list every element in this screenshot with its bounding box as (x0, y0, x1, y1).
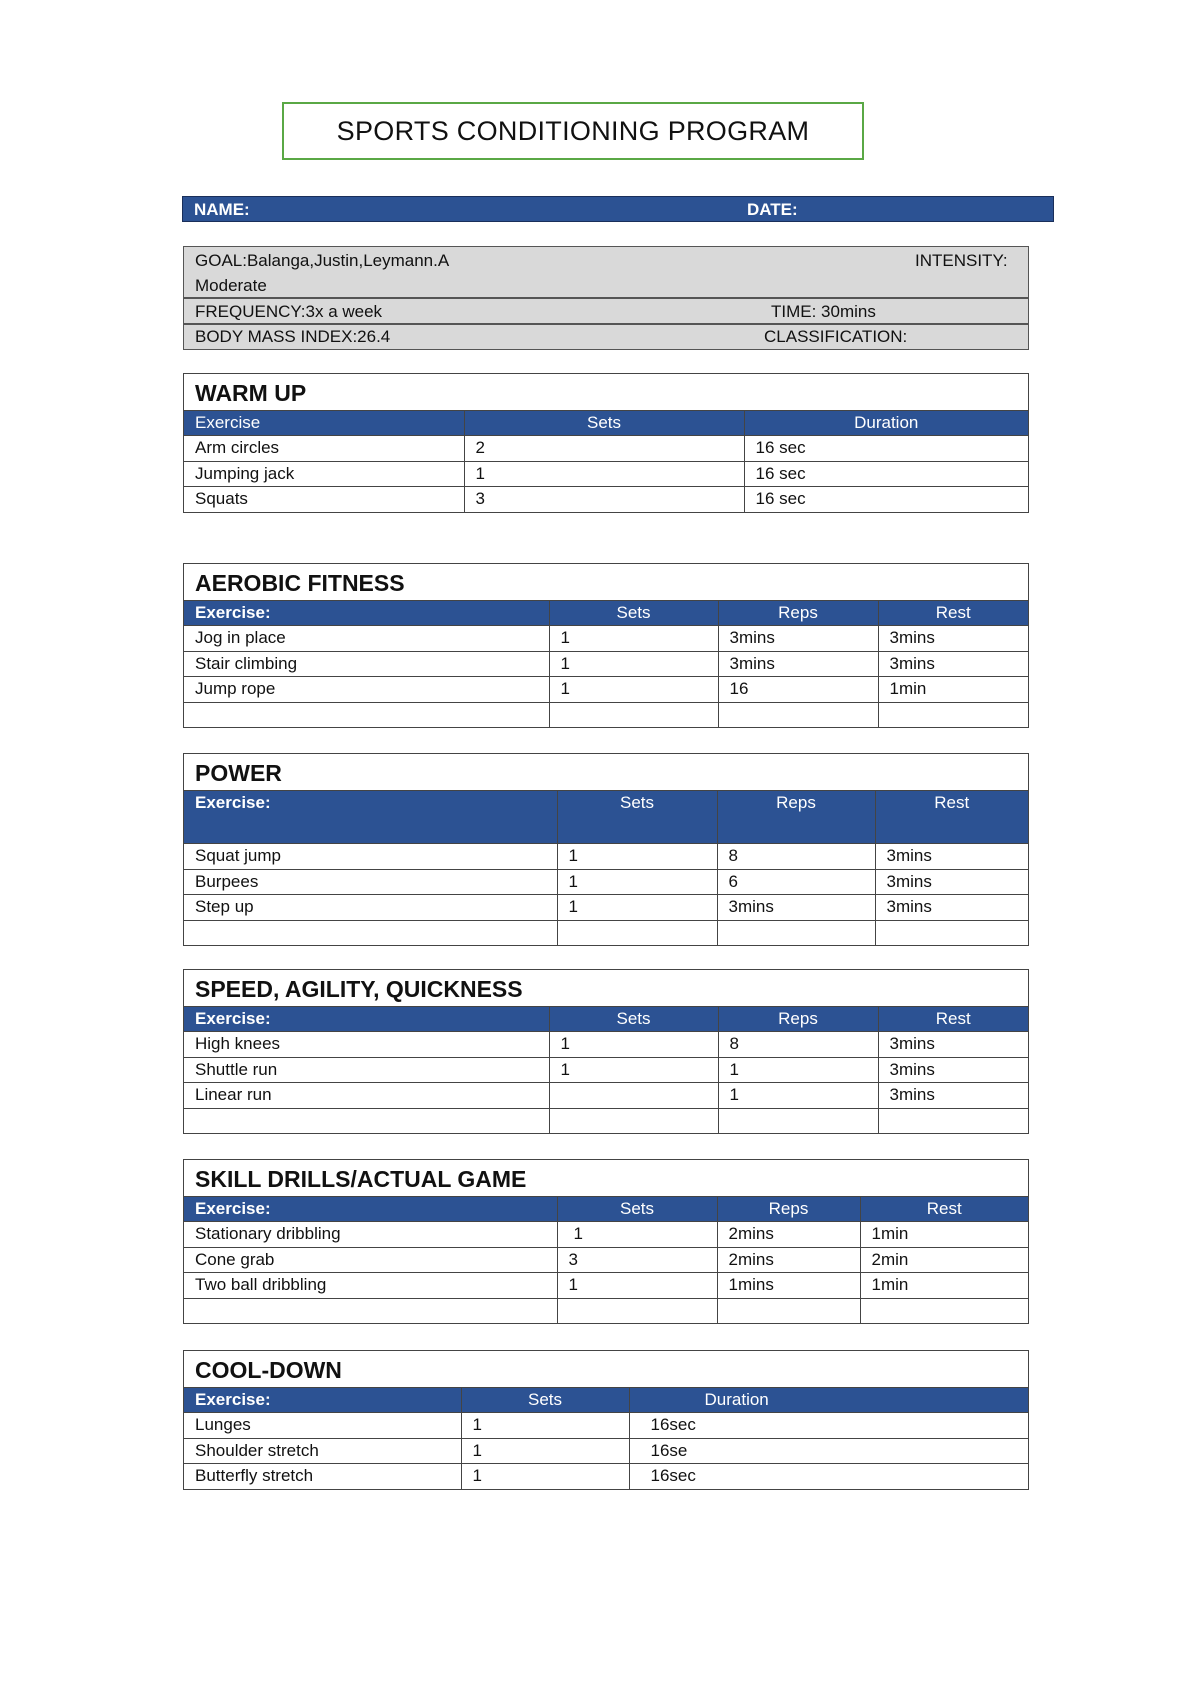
table-cell (860, 1298, 1028, 1323)
table-cell: Jumping jack (184, 461, 464, 487)
table-cell: Linear run (184, 1083, 549, 1109)
table-row (184, 702, 1028, 727)
table-cell: 1 (461, 1413, 629, 1439)
table-cell: 16sec (650, 1466, 696, 1486)
table-cell: Squats (184, 487, 464, 512)
cool-down-section (183, 1350, 1029, 1490)
table-row (184, 1032, 1028, 1058)
table-cell (557, 920, 717, 945)
column-header: Exercise: (184, 601, 549, 626)
intensity-label: INTENSITY: (915, 251, 1008, 270)
column-header: Exercise (184, 411, 464, 436)
table-cell: Burpees (184, 869, 557, 895)
table-cell: 1mins (717, 1273, 860, 1299)
table-row (184, 487, 1028, 512)
table-row (184, 1464, 1028, 1489)
column-header: Duration (744, 411, 1028, 436)
table-cell: Squat jump (184, 844, 557, 870)
table-row (184, 1273, 1028, 1299)
speed-agility-quickness-section (183, 969, 1029, 1134)
table-row (184, 677, 1028, 703)
aerobic-fitness-table (184, 601, 1028, 727)
table-cell (549, 702, 718, 727)
table-cell: Butterfly stretch (184, 1464, 461, 1489)
column-header: Rest (878, 1007, 1028, 1032)
table-cell: 3mins (878, 1032, 1028, 1058)
divider (184, 297, 1028, 299)
table-cell: Two ball dribbling (184, 1273, 557, 1299)
table-cell: 1 (557, 844, 717, 870)
table-row (184, 461, 1028, 487)
table-cell: 1 (464, 461, 744, 487)
table-cell: 16se (629, 1438, 1028, 1464)
table-cell: 3mins (878, 1057, 1028, 1083)
table-cell (718, 1108, 878, 1133)
section-title: AEROBIC FITNESS (184, 564, 1028, 601)
table-cell (878, 1108, 1028, 1133)
table-row (184, 869, 1028, 895)
table-cell: 3mins (717, 895, 875, 921)
table-cell: 1 (557, 869, 717, 895)
frequency-text: FREQUENCY:3x a week (195, 302, 383, 321)
skill-drills-table (184, 1197, 1028, 1323)
table-cell: 16 sec (744, 461, 1028, 487)
table-cell: Jog in place (184, 626, 549, 652)
column-header: Reps (717, 791, 875, 844)
table-row (184, 920, 1028, 945)
date-label: DATE: (747, 200, 798, 219)
table-cell: 1min (860, 1273, 1028, 1299)
table-cell (717, 920, 875, 945)
table-cell (718, 702, 878, 727)
table-cell: 1 (461, 1464, 629, 1489)
section-title: WARM UP (184, 374, 1028, 411)
table-cell: 1 (549, 626, 718, 652)
table-row (184, 1298, 1028, 1323)
table-cell: 1 (461, 1438, 629, 1464)
table-cell: 3mins (718, 651, 878, 677)
table-cell: 1 (718, 1057, 878, 1083)
table-row (184, 1057, 1028, 1083)
classification-label: CLASSIFICATION: (764, 327, 908, 346)
program-info-box (183, 246, 1029, 350)
section-title: SKILL DRILLS/ACTUAL GAME (184, 1160, 1028, 1197)
table-cell: 3 (557, 1247, 717, 1273)
table-cell: 3mins (878, 651, 1028, 677)
column-header: Sets (557, 1197, 717, 1222)
column-header: Rest (875, 791, 1028, 844)
warm-up-section (183, 373, 1029, 513)
table-cell: 3mins (875, 895, 1028, 921)
table-cell (184, 1298, 557, 1323)
table-cell: Jump rope (184, 677, 549, 703)
table-row (184, 436, 1028, 462)
table-cell (184, 1108, 549, 1133)
table-cell: Shoulder stretch (184, 1438, 461, 1464)
table-cell (549, 1083, 718, 1109)
table-cell: High knees (184, 1032, 549, 1058)
intensity-value: Moderate (195, 276, 267, 295)
section-title: POWER (184, 754, 1028, 791)
divider (184, 323, 1028, 325)
section-title: SPEED, AGILITY, QUICKNESS (184, 970, 1028, 1007)
column-header: Rest (860, 1197, 1028, 1222)
table-row (184, 1222, 1028, 1248)
column-header: Reps (717, 1197, 860, 1222)
table-row (184, 844, 1028, 870)
warm-up-table (184, 411, 1028, 512)
table-cell: 2mins (717, 1222, 860, 1248)
table-cell: 2min (860, 1247, 1028, 1273)
column-header: Sets (549, 601, 718, 626)
table-cell: 1min (878, 677, 1028, 703)
bmi-text: BODY MASS INDEX:26.4 (195, 327, 391, 346)
table-cell (717, 1298, 860, 1323)
table-cell (184, 920, 557, 945)
table-cell: 16sec (629, 1413, 1028, 1439)
aerobic-fitness-section (183, 563, 1029, 728)
table-row (184, 1413, 1028, 1439)
time-text: TIME: 30mins (771, 302, 876, 321)
skill-drills-section (183, 1159, 1029, 1324)
section-title: COOL-DOWN (184, 1351, 1028, 1388)
table-cell: 2mins (717, 1247, 860, 1273)
table-cell (549, 1108, 718, 1133)
page-title: SPORTS CONDITIONING PROGRAM (282, 102, 864, 160)
table-cell: 1 (557, 895, 717, 921)
cool-down-table (184, 1388, 1028, 1489)
table-cell: 3mins (878, 626, 1028, 652)
table-cell: Stationary dribbling (184, 1222, 557, 1248)
table-cell: 8 (717, 844, 875, 870)
name-label: NAME: (194, 200, 250, 219)
table-row (184, 1108, 1028, 1133)
table-cell: Cone grab (184, 1247, 557, 1273)
table-cell (557, 1298, 717, 1323)
table-cell: 3mins (718, 626, 878, 652)
table-cell: Lunges (184, 1413, 461, 1439)
power-table (184, 791, 1028, 945)
column-header: Exercise: (184, 1197, 557, 1222)
table-cell: Arm circles (184, 436, 464, 462)
table-cell: 1 (557, 1222, 717, 1248)
table-row (184, 626, 1028, 652)
table-row (184, 895, 1028, 921)
table-row (184, 1438, 1028, 1464)
table-cell: 1 (549, 1057, 718, 1083)
table-row (184, 1083, 1028, 1109)
table-cell: 16 sec (744, 436, 1028, 462)
table-cell: 3mins (875, 869, 1028, 895)
table-cell: Stair climbing (184, 651, 549, 677)
table-row (184, 1247, 1028, 1273)
table-cell: 1min (860, 1222, 1028, 1248)
table-cell (184, 702, 549, 727)
table-cell: 16 (718, 677, 878, 703)
column-header: Duration (629, 1388, 1028, 1413)
column-header: Sets (549, 1007, 718, 1032)
table-cell: 1 (549, 677, 718, 703)
column-header: Sets (464, 411, 744, 436)
column-header: Reps (718, 601, 878, 626)
table-cell (875, 920, 1028, 945)
table-cell: 1 (718, 1083, 878, 1109)
column-header: Rest (878, 601, 1028, 626)
table-cell: 3mins (875, 844, 1028, 870)
column-header: Exercise: (184, 1388, 461, 1413)
table-row (184, 651, 1028, 677)
table-cell: 1 (549, 651, 718, 677)
table-cell: 1 (549, 1032, 718, 1058)
table-cell: Step up (184, 895, 557, 921)
table-cell: 16 sec (755, 489, 806, 509)
table-cell: Shuttle run (184, 1057, 549, 1083)
name-date-bar (182, 196, 1054, 222)
column-header: Sets (557, 791, 717, 844)
table-cell (878, 702, 1028, 727)
table-cell: 3mins (878, 1083, 1028, 1109)
speed-agility-quickness-table (184, 1007, 1028, 1133)
power-section (183, 753, 1029, 946)
column-header: Sets (461, 1388, 629, 1413)
table-cell: 8 (718, 1032, 878, 1058)
column-header: Exercise: (184, 1007, 549, 1032)
table-cell: 2 (464, 436, 744, 462)
goal-text: GOAL:Balanga,Justin,Leymann.A (195, 251, 450, 270)
column-header: Exercise: (184, 791, 557, 844)
table-cell: 6 (717, 869, 875, 895)
table-cell: 1 (557, 1273, 717, 1299)
column-header: Reps (718, 1007, 878, 1032)
table-cell: 3 (464, 487, 744, 512)
